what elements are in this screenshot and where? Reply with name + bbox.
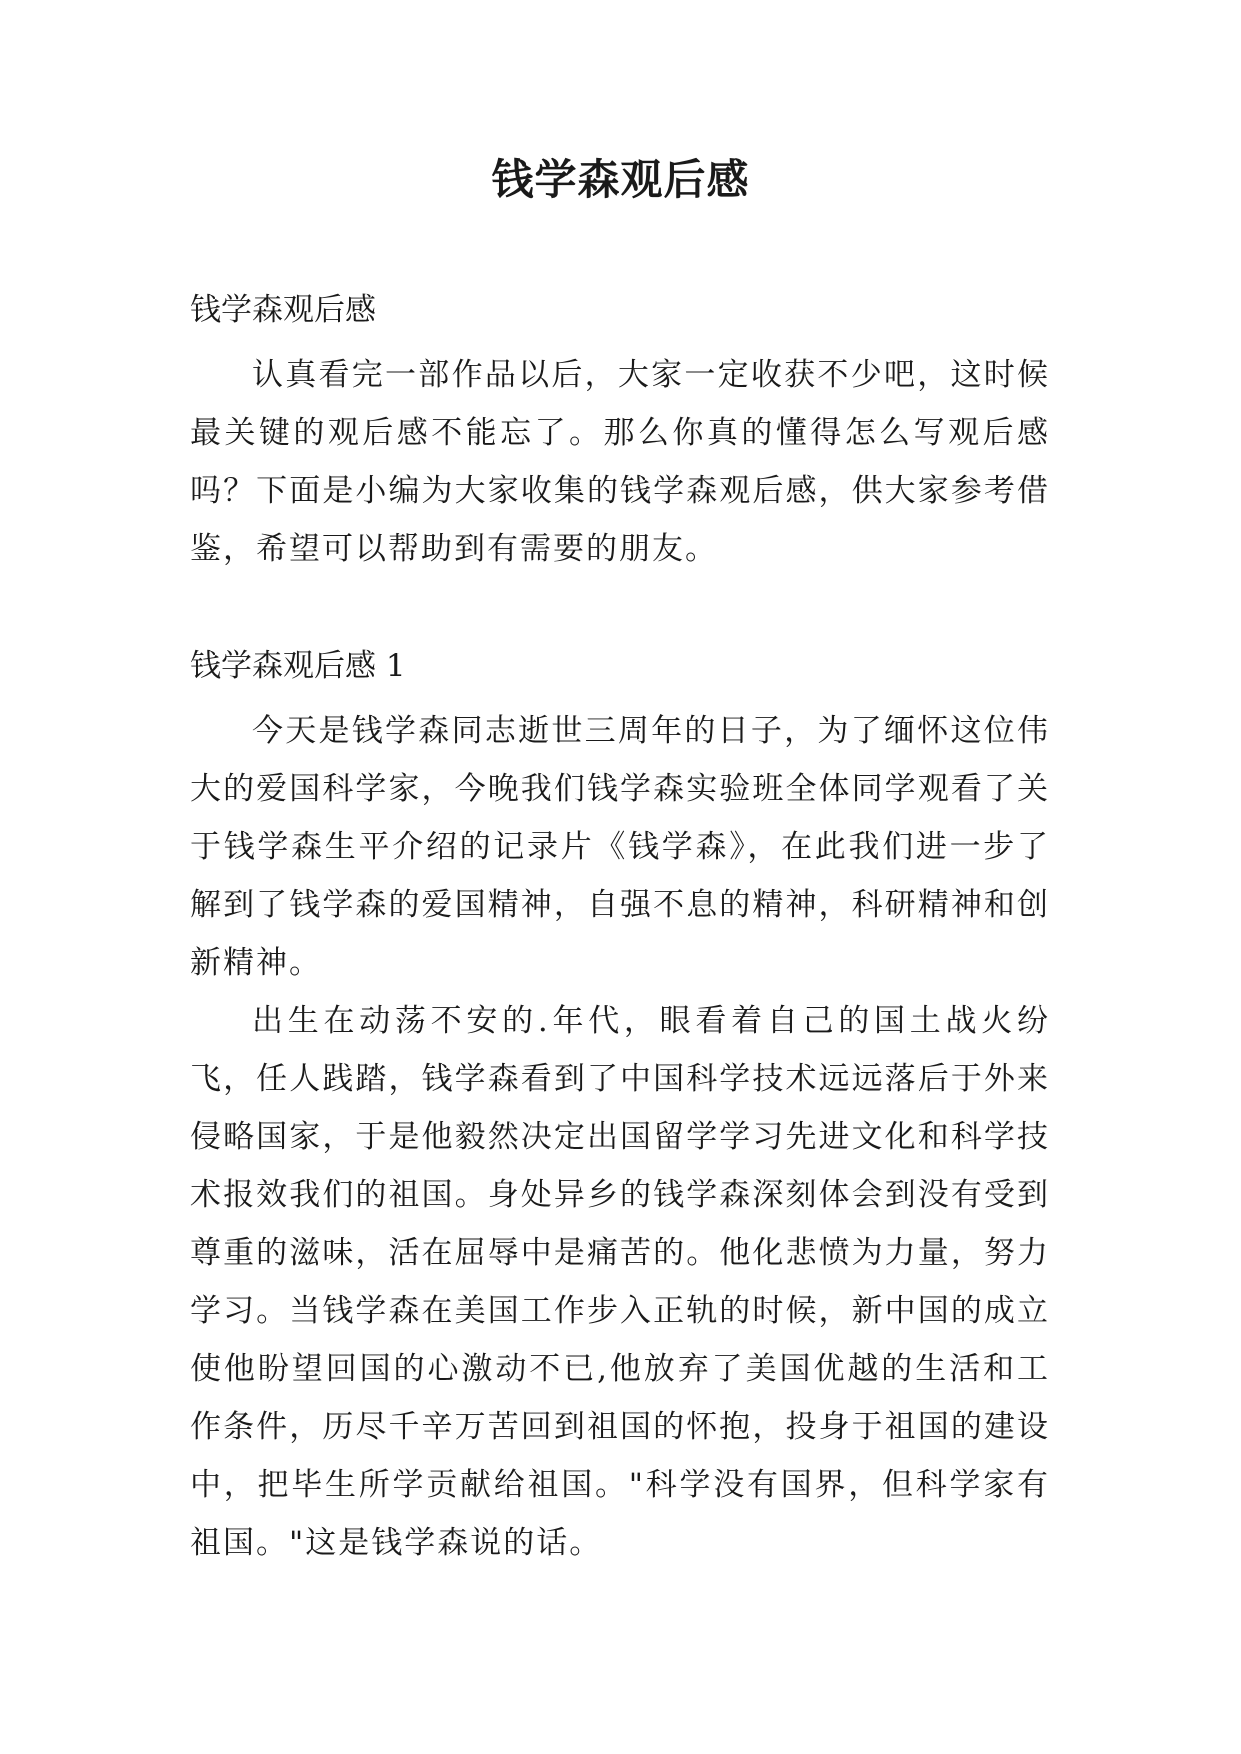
intro-heading: 钱学森观后感 — [190, 292, 376, 328]
section-spacer — [190, 578, 1050, 644]
section-1-heading: 钱学森观后感 1 — [190, 648, 406, 684]
document-body — [190, 288, 1050, 1572]
section-1-paragraph-1: 今天是钱学森同志逝世三周年的日子，为了缅怀这位伟大的爱国科学家，今晚我们钱学森实验班全体同学观看了关于钱学森生平介绍的记录片《钱学森》，在此我们进一步了解到了钱学森的爱国精神，自强不息的精神，科研精神和创新精神。 — [190, 713, 1050, 981]
document-title: 钱学森观后感 — [491, 155, 750, 204]
intro-paragraph: 认真看完一部作品以后，大家一定收获不少吧，这时候最关键的观后感不能忘了。那么你真的懂得怎么写观后感吗？下面是小编为大家收集的钱学森观后感，供大家参考借鉴，希望可以帮助到有需要的朋友。 — [190, 357, 1050, 567]
section-1-paragraph-2: 出生在动荡不安的.年代，眼看着自己的国土战火纷飞，任人践踏，钱学森看到了中国科学技术远远落后于外来侵略国家，于是他毅然决定出国留学学习先进文化和科学技术报效我们的祖国。身处异乡的钱学森深刻体会到没有受到尊重的滋味，活在屈辱中是痛苦的。他化悲愤为力量，努力学习。当钱学森在美国工作步入正轨的时候，新中国的成立使他盼望回国的心激动不已,他放弃了美国优越的生活和工作条件，历尽千辛万苦回到祖国的怀抱，投身于祖国的建设中，把毕生所学贡献给祖国。"科学没有国界，但科学家有祖国。"这是钱学森说的话。 — [190, 1003, 1050, 1561]
